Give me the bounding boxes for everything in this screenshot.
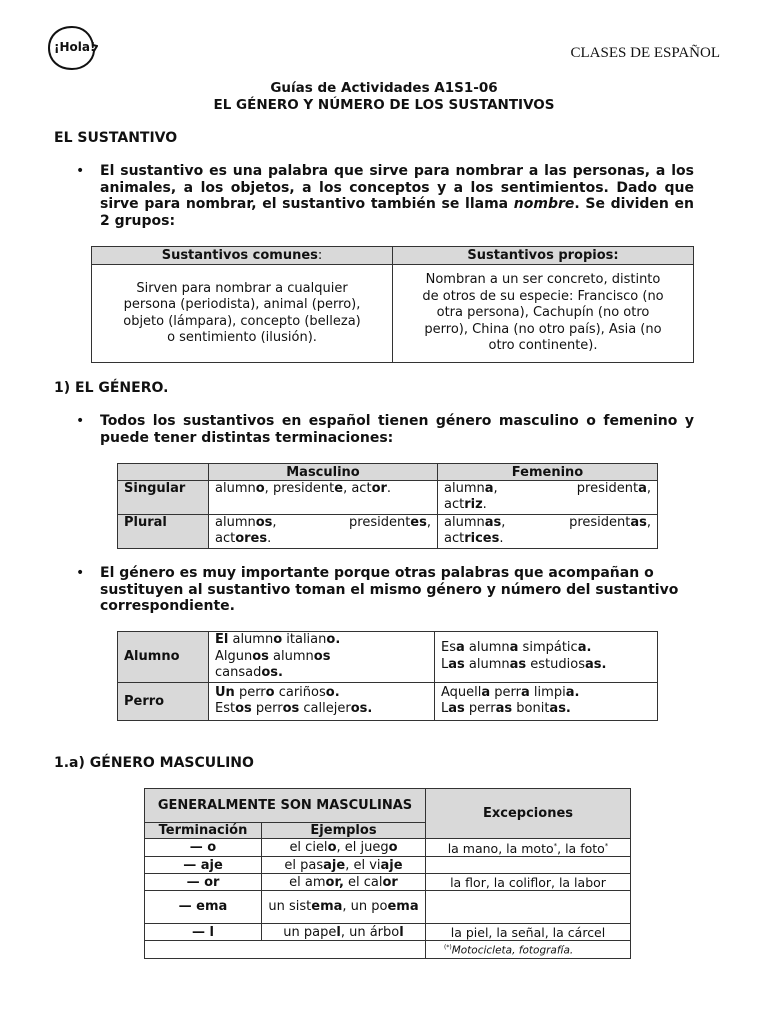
- cell-alumno-masc: El alumno italiano. Algunos alumnos cansados.: [209, 632, 435, 683]
- header-femenino: Femenino: [438, 464, 658, 481]
- bullet-dot: •: [76, 163, 85, 179]
- table-row: [145, 839, 631, 857]
- header-propios: Sustantivos propios:: [393, 247, 694, 265]
- exceptions-cell: la piel, la señal, la cárcel: [426, 924, 631, 941]
- header-masculino: Masculino: [209, 464, 438, 481]
- table-row: [145, 924, 631, 941]
- header-excepciones: Excepciones: [426, 789, 631, 839]
- section-heading-genero: 1) EL GÉNERO.: [54, 380, 169, 396]
- doc-title-line1: Guías de Actividades A1S1-06: [270, 80, 498, 96]
- exceptions-cell: la flor, la coliflor, la labor: [426, 874, 631, 891]
- examples-cell: el amor, el calor: [262, 874, 426, 891]
- cell-sing-fem: alumna, presidenta, actriz.: [438, 481, 658, 515]
- exceptions-cell: [426, 857, 631, 874]
- header-terminacion: Terminación: [145, 823, 262, 839]
- table-row: [145, 857, 631, 874]
- header-ejemplos: Ejemplos: [262, 823, 426, 839]
- header-comunes: Sustantivos comunes:: [92, 247, 393, 265]
- cell-sing-masc: alumno, presidente, actor.: [209, 481, 438, 515]
- examples-cell: un sistema, un poema: [262, 891, 426, 924]
- table-sustantivos: [91, 246, 694, 363]
- cell-plur-masc: alumnos, presidentes, actores.: [209, 515, 438, 549]
- bullet-text: Todos los sustantivos en español tienen género masculino o femenino y puede tener distintas terminaciones:: [100, 413, 694, 446]
- empty-cell: [145, 941, 426, 959]
- table-concordancia: [117, 631, 658, 721]
- row-label-alumno: Alumno: [118, 632, 209, 683]
- row-label-plural: Plural: [118, 515, 209, 549]
- row-label-perro: Perro: [118, 682, 209, 720]
- bullet-text: El género es muy importante porque otras palabras que acompañan o sustituyen al sustantivo toman el mismo género y número del sustantivo correspondiente.: [100, 565, 679, 614]
- bullet-genero: [76, 413, 694, 446]
- bullet-dot: •: [76, 565, 85, 581]
- cell-plur-fem: alumnas, presidentas, actrices.: [438, 515, 658, 549]
- row-label-singular: Singular: [118, 481, 209, 515]
- bullet-text: El sustantivo es una palabra que sirve para nombrar a las personas, a los animales, a los objetos, a los conceptos y a los sentimientos. Dado que sirve para nombrar, el sustantivo también se llama nombre. Se dividen en 2 grupos:: [100, 163, 694, 229]
- ending-cell: — l: [145, 924, 262, 941]
- section-heading-masculino: 1.a) GÉNERO MASCULINO: [54, 755, 254, 771]
- exceptions-cell: [426, 891, 631, 924]
- footnote-row: [145, 941, 631, 959]
- examples-cell: el cielo, el juego: [262, 839, 426, 857]
- logo-text: ¡Hola!: [54, 40, 96, 54]
- footnote-cell: (*)Motocicleta, fotografía.: [426, 941, 631, 959]
- table-row: [145, 874, 631, 891]
- hola-logo: [46, 24, 98, 72]
- cell-perro-fem: Aquella perra limpia. Las perras bonitas.: [435, 682, 658, 720]
- ending-cell: — ema: [145, 891, 262, 924]
- corner-cell: [118, 464, 209, 481]
- examples-cell: un papel, un árbol: [262, 924, 426, 941]
- header-title: CLASES DE ESPAÑOL: [570, 45, 720, 61]
- table-genero-masculino: [144, 788, 631, 959]
- ending-cell: — or: [145, 874, 262, 891]
- bullet-dot: •: [76, 413, 85, 429]
- ending-cell: — aje: [145, 857, 262, 874]
- cell-propios-text: Nombran a un ser concreto, distinto de otros de su especie: Francisco (no otra persona), Cachupín (no otro perro), China (no otro país), Asia (no otro continente).: [393, 265, 694, 363]
- cell-perro-masc: Un perro cariñoso. Estos perros callejeros.: [209, 682, 435, 720]
- ending-cell: — o: [145, 839, 262, 857]
- cell-alumno-fem: Esa alumna simpática. Las alumnas estudiosas.: [435, 632, 658, 683]
- doc-title-line2: EL GÉNERO Y NÚMERO DE LOS SUSTANTIVOS: [213, 97, 555, 113]
- bullet-sustantivo: [76, 163, 694, 229]
- examples-cell: el pasaje, el viaje: [262, 857, 426, 874]
- bullet-concordancia: [76, 565, 694, 615]
- header-generalmente: GENERALMENTE SON MASCULINAS: [145, 789, 426, 823]
- table-genero-numero: [117, 463, 658, 549]
- table-row: [145, 891, 631, 924]
- exceptions-cell: la mano, la moto*, la foto*: [426, 839, 631, 857]
- section-heading-sustantivo: EL SUSTANTIVO: [54, 130, 178, 146]
- cell-comunes-text: Sirven para nombrar a cualquier persona (periodista), animal (perro), objeto (lámpara), concepto (belleza) o sentimiento (ilusión).: [92, 265, 393, 363]
